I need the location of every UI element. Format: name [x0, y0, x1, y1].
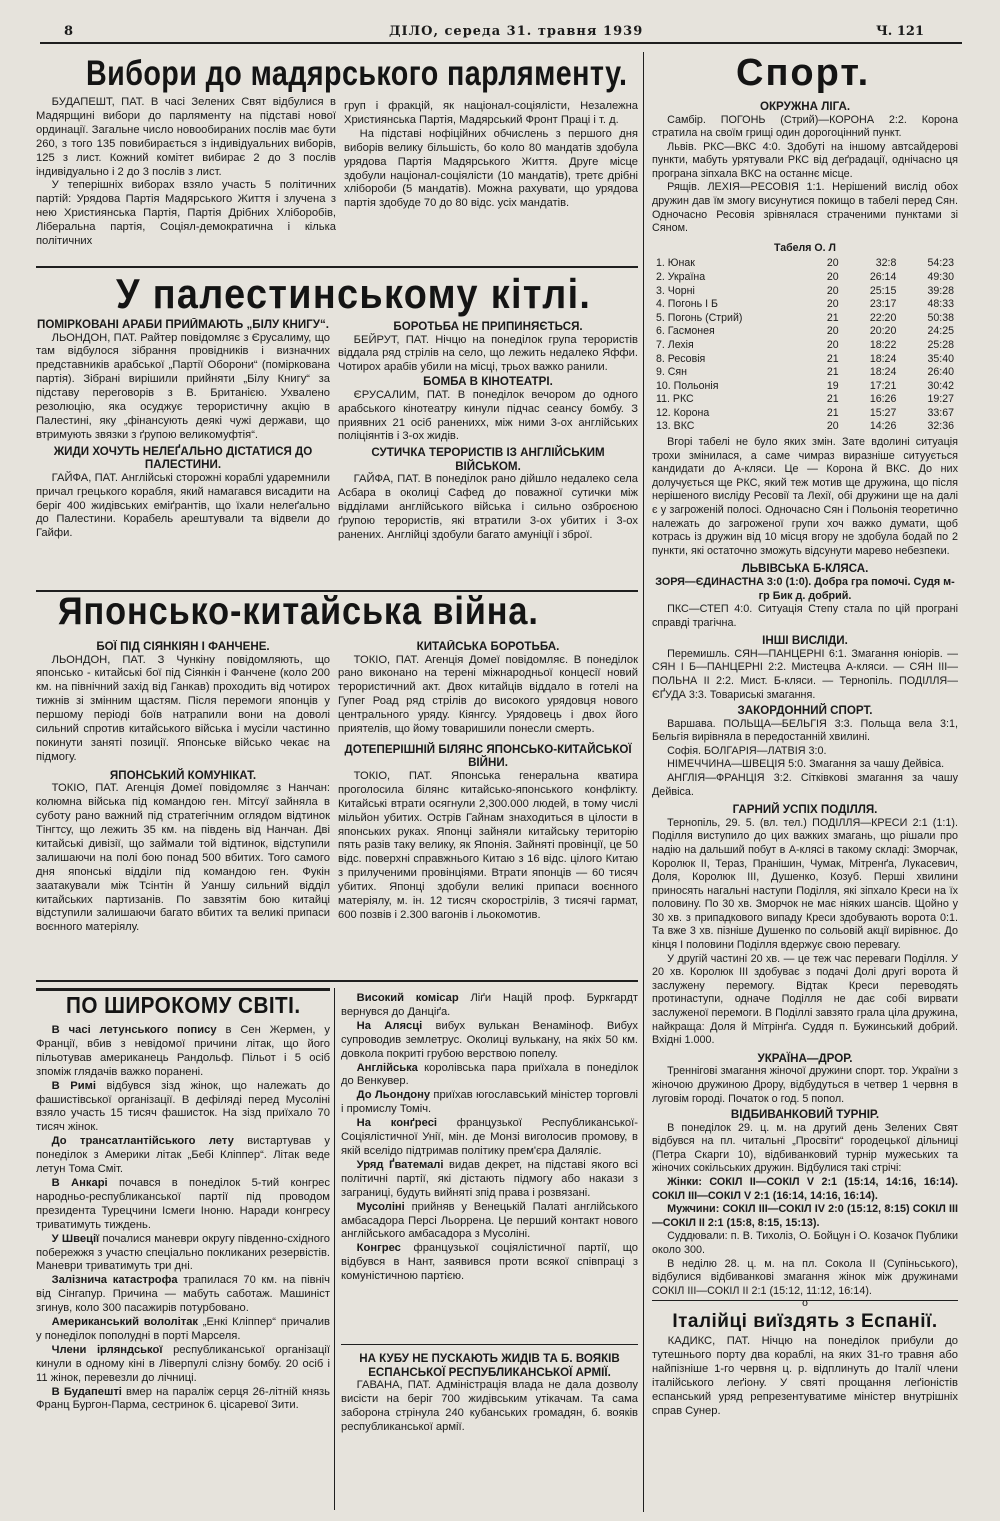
world-left-item-text: вмер на параліж серця 26-літній князь Франц Бургон-Парма, сестринок 6. цісаревої Зити.	[36, 1385, 330, 1412]
cuba-head: НА КУБУ НЕ ПУСКАЮТЬ ЖИДІВ ТА Б. ВОЯКІВ ЕСПАНСЬКОЇ РЕСПУБЛИКАНСЬКОЇ АРМІЇ.	[359, 1352, 620, 1379]
foreign-paragraph: Софія. БОЛГАРІЯ—ЛАТВІЯ 3:0.	[667, 744, 827, 757]
world-right-item	[341, 1242, 638, 1284]
world-left-item	[36, 1177, 330, 1233]
table-row	[652, 420, 958, 434]
table-cell: 18:24	[869, 352, 897, 365]
table-team: 3. Чорні	[656, 284, 695, 297]
world-left-item	[36, 1316, 330, 1344]
lviv-b-2: ПКС—СТЕП 4:0. Ситуація Степу стала по цій програні справді трагічна.	[652, 603, 958, 629]
table-cell: 48:33	[927, 298, 954, 311]
palestine-col-2	[338, 320, 638, 590]
table-team: 13. ВКС	[656, 420, 695, 433]
world-right-item-lead: Мусоліні	[356, 1200, 405, 1213]
world-title-rule	[36, 988, 330, 991]
volley-women: Жінки: СОКІЛ II—СОКІЛ V 2:1 (15:14, 14:16, 16:14). СОКІЛ III—СОКІЛ V 2:1 (16:14, 14:16, 16:14).	[652, 1175, 958, 1202]
other-text: Перемишль. СЯН—ПАНЦЕРНІ 6:1. Змагання юніорів. — СЯН I Б—ПАНЦЕРНІ 2:2. Мистецва А-кляси. — СЯН III—ПОЛЬНА II 2:2. Мист. Б-кляси. — Тернопіль. ПОДІЛЛЯ—ЄҐУДА 3:3. Товариські змагання.	[652, 647, 958, 701]
world-col-divider	[334, 988, 335, 1510]
table-cell: 26:14	[869, 270, 897, 283]
palestine-text-1: ЛЬОНДОН, ПАТ. Райтер повідомляє з Єрусалиму, що там відбулося зібрання провідників і визначних представників арабської „Партії Оборони“ (поміркована партія). Зібрані вирішили прийняти „Білу Книгу“ за підставу переговорів з В. Британією. Ухвалено резолюцію, яка осуджує терористичну акцію в Палестині, яку „фінансують деякі чужі держави, що втримують звязки з ґрупою великомуфтія“.	[36, 331, 330, 441]
world-left-item	[36, 1386, 330, 1414]
cuba-article	[341, 1352, 638, 1512]
palestine-title: У палестинському кітлі.	[116, 270, 592, 317]
world-left-item-lead: В Анкарі	[51, 1176, 108, 1189]
world-right-item-text: французької соціялістичної партії, що відбувся в Нант, заявився проти всякої співпраці з комуністичною партією.	[341, 1242, 638, 1283]
japan-head-1: БОЇ ПІД СІЯНКІЯН І ФАНЧЕНЕ.	[96, 640, 270, 653]
foreign-head: ЗАКОРДОННИЙ СПОРТ.	[737, 704, 873, 718]
table-cell: 20:20	[869, 325, 897, 338]
table-cell: 16:26	[869, 393, 897, 406]
table-cell: 20	[826, 270, 839, 283]
masthead-title: ДІЛО, середа 31. травня 1939	[389, 24, 644, 39]
world-title: ПО ШИРОКОМУ СВІТІ.	[66, 992, 301, 1018]
sport-divider	[643, 52, 644, 1512]
world-left-item-text: вистартував у понеділок з Америки літак „Бебі Кліппер“. Літак веде летун Тома Сміт.	[36, 1135, 330, 1176]
table-team: 9. Сян	[656, 366, 688, 379]
table-cell: 20	[826, 420, 839, 433]
elections-title: Вибори до мадярського парляменту.	[86, 54, 628, 93]
league-table	[652, 257, 958, 434]
japan-col-1	[36, 640, 330, 976]
world-left-item-lead: Залізнича катастрофа	[51, 1274, 178, 1287]
japan-text-3: ТОКІО, ПАТ. Агенція Домеї повідомляє. В понеділок рано виконано на терені міжнародньої концесії новий терористичний акт. Двох китайців віддало в готелі на Гупег Роад ряд стрілів до високого урядовця нового центрального уряду. Кіянгсу. Урядовець і двох його приятелів, що йому товаришили понесли смерть.	[338, 653, 638, 736]
table-cell: 21	[826, 366, 839, 379]
table-cell: 18:22	[869, 338, 897, 351]
table-cell: 20	[826, 298, 839, 311]
foreign-text	[652, 718, 958, 800]
world-left-item-text: в Сен Жермен, у Франції, вбив з невідомої причини літак, що його пільотував американець Рандольф. Пільот і 5 осіб зпоміж глядачів важко поранені.	[36, 1024, 330, 1078]
lviv-b-1: ЗОРЯ—ЄДИНАСТНА 3:0 (1:0). Добра гра помочі. Судя м-гр Бик д. добрий.	[655, 575, 955, 602]
table-cell: 24:25	[927, 325, 954, 338]
world-left-item-lead: В Будапешті	[51, 1385, 122, 1398]
world-left-item	[36, 1233, 330, 1275]
league-paragraph: Львів. РКС—ВКС 4:0. Здобуті на іншому автсайдерові пункти, мабуть урятували РКС від деґрадації, однічасно ця програна зіпхала ВКС на останнє місце.	[652, 140, 958, 180]
world-right-item-lead: Високий комісар	[356, 992, 459, 1004]
world-left-item	[36, 1080, 330, 1136]
table-row	[652, 285, 958, 299]
palestine-head-3: БОРОТЬБА НЕ ПРИПИНЯЄТЬСЯ.	[393, 320, 583, 333]
palestine-col-1	[36, 318, 330, 586]
volley-judges: Суддювали: п. В. Тихоліз, О. Бойцун і О. Козачок Публики около 300.	[652, 1230, 958, 1256]
world-left-item-text: почалися маневри округу південно-східного побережжя з участю спеціально покликаних резервістів. Маневри триватимуть три дні.	[36, 1232, 330, 1273]
table-team: 1. Юнак	[656, 257, 695, 270]
world-right-item	[341, 1020, 638, 1062]
issue-number: Ч. 121	[875, 24, 924, 39]
world-right-item	[341, 992, 638, 1020]
elections-text-1: БУДАПЕШТ, ПАТ. В часі Зелених Свят відбулися в Мадярщині вибори до парляменту на підставі нової ординації. Загальне число новообираних послів має бути 260, з того 135 повибирається з індивідуальних виборів, 125 з лист. Кожний комітет вибирає 2 до 3 послів індивідуально і 2 до 3 послів з лист.	[36, 96, 336, 178]
sport-column	[652, 100, 958, 1510]
table-row	[652, 407, 958, 421]
table-cell: 21	[826, 311, 839, 324]
world-left-item-text: почався в понеділок 5-тий конгрес народньо-республиканської партії під проводом президента Турецчини Ісмеги Іноню. Наради конгресу триватимуть тиждень.	[36, 1176, 330, 1231]
world-left-item	[36, 1135, 330, 1177]
table-cell: 32:36	[927, 420, 954, 433]
league-text	[652, 114, 958, 236]
table-cell: 18:24	[869, 366, 897, 379]
world-right-item	[341, 1062, 638, 1090]
table-cell: 21	[826, 406, 839, 419]
table-title: Табеля О. Л	[774, 241, 836, 254]
world-left-list	[36, 1024, 330, 1413]
sport-title: Спорт.	[736, 52, 871, 94]
world-col-2	[341, 992, 638, 1344]
world-left-item-text: „Енкі Кліппер“ причалив у понеділок пополудні в порті Марселя.	[36, 1316, 330, 1342]
table-cell: 54:23	[927, 257, 954, 270]
world-right-item-text: приїхав югославський міністер торговлі і промислу Томіч.	[341, 1089, 638, 1116]
elections-col-1	[36, 96, 336, 266]
world-right-item-lead: На конґресі	[356, 1117, 438, 1130]
table-cell: 19:27	[927, 393, 954, 406]
world-left-item-lead: Члени ірляндської	[51, 1343, 163, 1356]
world-right-item-text: видав декрет, на підставі якого всі політичні партії, які дістають підмогу або накази з заграниці, будуть вийняті зпід права і розвязані.	[341, 1158, 638, 1199]
italy-text: КАДИКС, ПАТ. Нічцю на понеділок прибули до тутешнього порту два кораблі, на яких 31-го травня або найпізніше 1-го червня ц. р. відплинуть до Італії члени італійського леґіону. У святі прощання леґіоністів еспанський уряд репрезентуватиме міністер внутрішніх справ Сунер.	[652, 1335, 958, 1417]
world-right-item-lead: Конгрес	[356, 1242, 401, 1255]
table-row	[652, 312, 958, 326]
table-cell: 20	[826, 284, 839, 297]
world-left-item-lead: Американський вололітак	[51, 1316, 199, 1329]
table-cell: 30:42	[927, 379, 954, 392]
foreign-paragraph: НІМЕЧЧИНА—ШВЕЦІЯ 5:0. Змагання за чашу Дейвіса.	[667, 758, 945, 771]
world-left-item	[36, 1344, 330, 1386]
table-cell: 23:17	[869, 298, 897, 311]
section-divider: о	[652, 1300, 958, 1307]
table-row	[652, 271, 958, 285]
masthead	[34, 22, 964, 42]
world-left-item-text: республиканської організації кинули в одному кіні в Ліверпулі слізну бомбу. 20 осіб і 11 жінок, перевезли до лічниці.	[36, 1343, 330, 1384]
elections-text-3: груп і фракцій, як націонал-соціялісти, Незалежна Християнська Партія, Мадярський Фронт Праці і т. д.	[344, 100, 638, 126]
table-cell: 32:8	[875, 257, 897, 270]
palestine-text-3: БЕЙРУТ, ПАТ. Нічцю на понеділок група терористів віддала ряд стрілів на село, що лежить недалеко Яффи. Чотирох арабів убили на місці, трьох важко ранили.	[338, 333, 638, 374]
world-right-item-text: прийняв у Венецькій Палаті англійського амбасадора Персі Льоррена. Це перший контакт нового англійського амбасадора з Мусоліні.	[341, 1200, 638, 1241]
podillia-text-2: У другій частині 20 хв. — це теж час переваги Поділля. У 20 хв. Королюк III здобуває з подачі Долі другі ворота й заслужену перемогу. Відтак Креси переводять протинаступи, одначе Поділля не дає собі вирвати заслуженої перемоги. В Поділлі завзято грала ціла дружина, найкраща: Доля й Мітрінґа. Суддя п. Бужинський добрий. Вхідні 1.000.	[652, 952, 958, 1047]
japan-rule	[36, 980, 638, 982]
table-cell: 39:28	[927, 284, 954, 297]
japan-text-2: ТОКІО, ПАТ. Агенція Домеї повідомляє з Нанчан: колюмна війська під командою ген. Мітсуї зайняла в суботу рано важний під стратегічним оглядом відтинок Тінгтсу, що лежить 35 км. на південь від Нанчан. Дві китайські дивізії, що займали той відтинок, відступили залишаючи на полі бою понад 500 вбитих. Того самого дня японські відділи під командою ген. Фукін заатакували між Тсінтін й Уаншу сильний відділ китайських партизанів. По завзятім бою китайці відступили залишаючи багато вбитих та великі припаси воєнного матеріялу.	[36, 782, 330, 934]
table-team: 4. Погонь I Б	[656, 298, 718, 311]
japan-head-3: КИТАЙСЬКА БОРОТЬБА.	[416, 640, 560, 653]
japan-head-4: ДОТЕПЕРІШНІЙ БІЛЯНС ЯПОНСЬКО-КИТАЙСЬКОЇ ВІЙНИ.	[344, 742, 632, 770]
table-cell: 22:20	[869, 311, 897, 324]
volley-head: ВІДБИВАНКОВИЙ ТУРНІР.	[730, 1108, 880, 1122]
table-cell: 21	[826, 393, 839, 406]
world-left-item-text: трапилася 70 км. на північ від Сінгапур. Причина — мабуть саботаж. Машиніст згинув, коло 300 пасажирів потурбовано.	[36, 1274, 330, 1315]
table-cell: 20	[826, 338, 839, 351]
table-cell: 25:15	[869, 284, 897, 297]
world-right-item-lead: До Льондону	[356, 1089, 431, 1102]
league-paragraph: Самбір. ПОГОНЬ (Стрий)—КОРОНА 2:2. Корона стратила на своїм грищі один дорогоцінний пункт.	[652, 113, 958, 140]
table-row	[652, 298, 958, 312]
world-right-item-text: королівська пара приїхала в понеділок до Венкувер.	[341, 1061, 638, 1088]
table-cell: 25:28	[927, 338, 954, 351]
world-right-item-text: вибух вулькан Венаміноф. Вибух супроводив землетрус. Околиці вулькану, на якіх 50 км. довкола покриті грубою верствою попелу.	[341, 1019, 638, 1060]
other-head: ІНШІ ВИСЛІДИ.	[762, 634, 848, 648]
italy-title: Італійці виїздять з Еспанії.	[672, 1311, 938, 1333]
table-cell: 50:38	[927, 311, 954, 324]
table-team: 11. РКС	[656, 393, 694, 406]
table-team: 10. Польонія	[656, 379, 719, 392]
world-right-item-lead: Уряд Ґватемалі	[356, 1158, 444, 1171]
table-cell: 26:40	[927, 366, 954, 379]
table-team: 12. Корона	[656, 406, 710, 419]
table-team: 6. Гасмонея	[656, 325, 715, 338]
table-cell: 20	[826, 325, 839, 338]
foreign-paragraph: Варшава. ПОЛЬЩА—БЕЛЬГІЯ 3:3. Польща вела 3:1, Бельгія вирівняла в передостанній хвилині.	[652, 717, 958, 744]
elections-rule	[36, 266, 638, 268]
world-col-1	[36, 1024, 330, 1510]
world-right-item-lead: На Алясці	[356, 1019, 423, 1032]
table-note: Вгорі табелі не було яких змін. Зате вдолині ситуація трохи змінилася, а саме чимраз виразніше ситуується кандидати до А-кляси. Це — Корона й ВКС. До них долучується ще РКС, який теж мотив ще дружина, що після нерішеного висліду Ресовії та Лехії, обі дружини ще на далі є у загроженій полосі. Одночасно Сян і Польонія теоретично належать до загроженої групи хоч важко думати, щоб котрась із дружин від 10 місця вгору не здобула бодай по 2 пункти, які остаточно зможуть відсунути марево небезпеки.	[652, 436, 958, 557]
foreign-paragraph: АНГЛІЯ—ФРАНЦІЯ 3:2. Сітківкові змагання за чашу Дейвіса.	[652, 772, 958, 798]
world-right-item	[341, 1117, 638, 1159]
elections-text-4: На підставі нофіційних обчислень з першого дня виборів велику більшість, бо коло 80 мандатів здобула урядова Партія Мадярського Життя. Друге місце здобули націонал-соціялісти (10 мандатів), третє дрібні хлібороби (5 мандатів). Можна рахувати, що урядова партія здобуде 70 до 80 відс. усіх мандатів.	[344, 127, 638, 210]
podillia-head: ГАРНИЙ УСПІХ ПОДІЛЛЯ.	[732, 803, 878, 817]
table-row	[652, 393, 958, 407]
cuba-text: ГАВАНА, ПАТ. Адміністрація влада не дала дозволу висісти на беріг 700 жидівським утікачам. Та сама заборона стрінула 240 кубанських громадян, б. вояків республиканської армії.	[341, 1379, 638, 1433]
volley-may: В неділю 28. ц. м. на пл. Сокола II (Супіньського), відбулися відбиванкові змагання жінок між дружинами СОКІЛ III—СОКІЛ II 2:1 (15:12, 11:12, 16:14).	[652, 1257, 958, 1297]
ukraina-head: УКРАЇНА—ДРОР.	[757, 1051, 853, 1065]
world-right-item-lead: Англійська	[356, 1061, 418, 1074]
palestine-head-5: СУТИЧКА ТЕРОРИСТІВ ІЗ АНГЛІЙСЬКИМ ВІЙСЬКОМ.	[371, 446, 605, 473]
world-right-item	[341, 1089, 638, 1117]
world-right-item-text: Ліґи Націй проф. Буркгардт вернувся до Данціґа.	[341, 992, 638, 1018]
world-left-item	[36, 1024, 330, 1080]
world-left-item	[36, 1274, 330, 1316]
palestine-head-1: ПОМІРКОВАНІ АРАБИ ПРИЙМАЮТЬ „БІЛУ КНИГУ“.	[37, 318, 329, 331]
palestine-head-2: ЖИДИ ХОЧУТЬ НЕЛЕҐАЛЬНО ДІСТАТИСЯ ДО ПАЛЕСТИНИ.	[53, 444, 313, 472]
ukraina-text: Треннігові змагання жіночої дружини спорт. тор. України з жіночою дружиною Дрору, відбудуться в четвер 1 червня в луговім городі. Початок о год. 5 попол.	[652, 1065, 958, 1105]
elections-col-2	[344, 100, 638, 260]
palestine-text-4: ЄРУСАЛИМ, ПАТ. В понеділок вечором до одного арабського кінотеатру кинули підчас сеансу бомбу. З приявних 21 осіб раненихх, між ними 3-ох англійських поліціянтів і 3-ох жидів.	[338, 388, 638, 443]
league-head: ОКРУЖНА ЛІГА.	[759, 100, 851, 113]
japan-head-2: ЯПОНСЬКИЙ КОМУНІКАТ.	[109, 768, 257, 782]
table-cell: 20	[826, 257, 839, 270]
palestine-text-2: ГАЙФА, ПАТ. Англійські сторожні кораблі ударемнили причал грецького корабля, який намагався висадити на беріг 400 жидівських еміґрантів, що їхали нелеґально до Палестини. Корабель арештували та відвели до Гайфи.	[36, 471, 330, 540]
world-right-item-text: французької Республиканської-Соціялістичної Унії, мін. де Монзі виголосив промову, в якій вселідо підтримав політику прем'єра Даляліє.	[341, 1117, 638, 1157]
world-rule	[341, 1344, 638, 1345]
table-row	[652, 380, 958, 394]
table-cell: 17:21	[869, 379, 897, 392]
world-left-item-lead: До трансатлантійського лету	[51, 1135, 234, 1148]
world-left-item-lead: В Римі	[51, 1079, 96, 1092]
table-row	[652, 353, 958, 367]
league-paragraph: Рящів. ЛЕХІЯ—РЕСОВІЯ 1:1. Нерішений вислід обох дружин дав їм змогу висунутися покищо в табелі перед Сян. Одночасно Ресовія зрівнялася страченими пунктами зі Сяном.	[652, 181, 958, 235]
table-cell: 33:67	[927, 406, 954, 419]
volley-men: Мужчини: СОКІЛ III—СОКІЛ IV 2:0 (15:12, 8:15) СОКІЛ III—СОКІЛ II 2:1 (15:8, 8:15, 15:13).	[652, 1203, 958, 1229]
table-cell: 14:26	[869, 420, 897, 433]
page-number: 8	[64, 24, 74, 39]
world-left-item-lead: У Швеції	[51, 1232, 100, 1245]
japan-title: Японсько-китайська війна.	[58, 590, 539, 633]
table-cell: 19	[826, 379, 839, 392]
palestine-head-4: БОМБА В КІНОТЕАТРІ.	[423, 375, 553, 389]
elections-text-2: У теперішніх виборах взяло участь 5 політичних партій: Урядова Партія Мадярського Життя і злучена з нею Християнська Партія, Партія Дрібних Хліборобів, Ліберальна партія, Соціял-демократична і кілька політичних	[36, 179, 336, 248]
world-left-item-text: відбувся зізд жінок, що належать до фашистівської організації. В дефіляді перед Мусоліні взяло участь 15 тисяч фашисток. На зізд приїхало 70 тисяч жінок.	[36, 1079, 330, 1134]
japan-col-2	[338, 640, 638, 980]
table-cell: 35:40	[927, 352, 954, 365]
table-cell: 15:27	[869, 406, 897, 419]
table-team: 2. Україна	[656, 270, 706, 283]
lviv-b-head: ЛЬВІВСЬКА Б-КЛЯСА.	[741, 562, 869, 576]
japan-text-4: ТОКІО, ПАТ. Японська генеральна кватира проголосила білянс китайсько-японського конфлікту. Китайські втрати осягнули 2,300.000 людей, в тому числі мільйон убитих. Острів Гайнам знаходиться в цілости в японських руках. Японці зайняли китайську територію пять разів таку велику, як Японія. Зайняті провінції, це 50 відс. поверхні справжнього Китаю з 16 відс. цілого Китаю з прилученими провінціями. Втрати японців — 60 тисяч убитих. Японці здобули великі припаси воєнного матеріялу, м. ін. 12 тисяч скорострілів, 3 тисячі гармат, 600 позвів і 2.300 вагонів і льокомотив.	[338, 769, 638, 921]
table-team: 7. Лехія	[656, 338, 694, 351]
table-row	[652, 325, 958, 339]
table-row	[652, 366, 958, 380]
japan-text-1: ЛЬОНДОН, ПАТ. З Чункіну повідомляють, що японсько - китайські бої під Сіянкін і Фанчене (коло 200 км. на північний захід від Ганкав) проходить від чотирох тижнів зі змінним щастям. Після перемоги японців у першому періоді боїв натрапили вони на доволі сильний спротив китайського війська і мусіли частинно покинути заняті позиції. Японське військо чекає на підмогу.	[36, 653, 330, 763]
table-row	[652, 257, 958, 271]
table-team: 8. Ресовія	[656, 352, 706, 365]
world-left-item-lead: В часі летунського попису	[51, 1024, 217, 1036]
podillia-text: Тернопіль, 29. 5. (вл. тел.) ПОДІЛЛЯ—КРЕСИ 2:1 (1:1). Поділля виступило до цих важких змагань, що рішали про надію на дальший побут в А-клясі в такому складі: Зморчак, Королюк II, Тераз, Пранішин, Чумак, Мітренґа, Лукасевич, Доля, Королюк III, Душенко, Козуб. Перші хвилини приносять нагальні наступи Поділля, які зіпхало Креси на їх половину. По 30 хв. Зморчок не має ніяких шансів. Щойно у 30 хв. з припадкового випаду Креси здобувають ворота 0:1. Та вже 3 хв. пізніше Душенко по сольовій акції вирівнює. До кінця I половини Поділля вдержує свою перевагу.	[652, 816, 958, 952]
table-cell: 21	[826, 352, 839, 365]
table-cell: 49:30	[927, 270, 954, 283]
world-right-list	[341, 992, 638, 1284]
masthead-rule	[40, 42, 962, 44]
world-right-item	[341, 1159, 638, 1201]
table-team: 5. Погонь (Стрий)	[656, 311, 743, 324]
world-right-item	[341, 1201, 638, 1243]
volley-text: В понеділок 29. ц. м. на другий день Зелених Свят відбувся на пл. читальні „Просвіти“ городецької дільниці (Петра Скарги 10), відбиванковий турнір мужеських та жіночих сокільських дружин. Відбулися такі стрічі:	[652, 1121, 958, 1175]
table-row	[652, 339, 958, 353]
palestine-text-5: ГАЙФА, ПАТ. В понеділок рано дійшло недалеко села Асбара в околиці Сафед до поважної сутички між відділами англійського війська і сильно озброєною ґрупою терористів, які втратили 3-ох убитих і 3-ох ранених. Англійці здобули багато амуніції і зброї.	[338, 473, 638, 541]
